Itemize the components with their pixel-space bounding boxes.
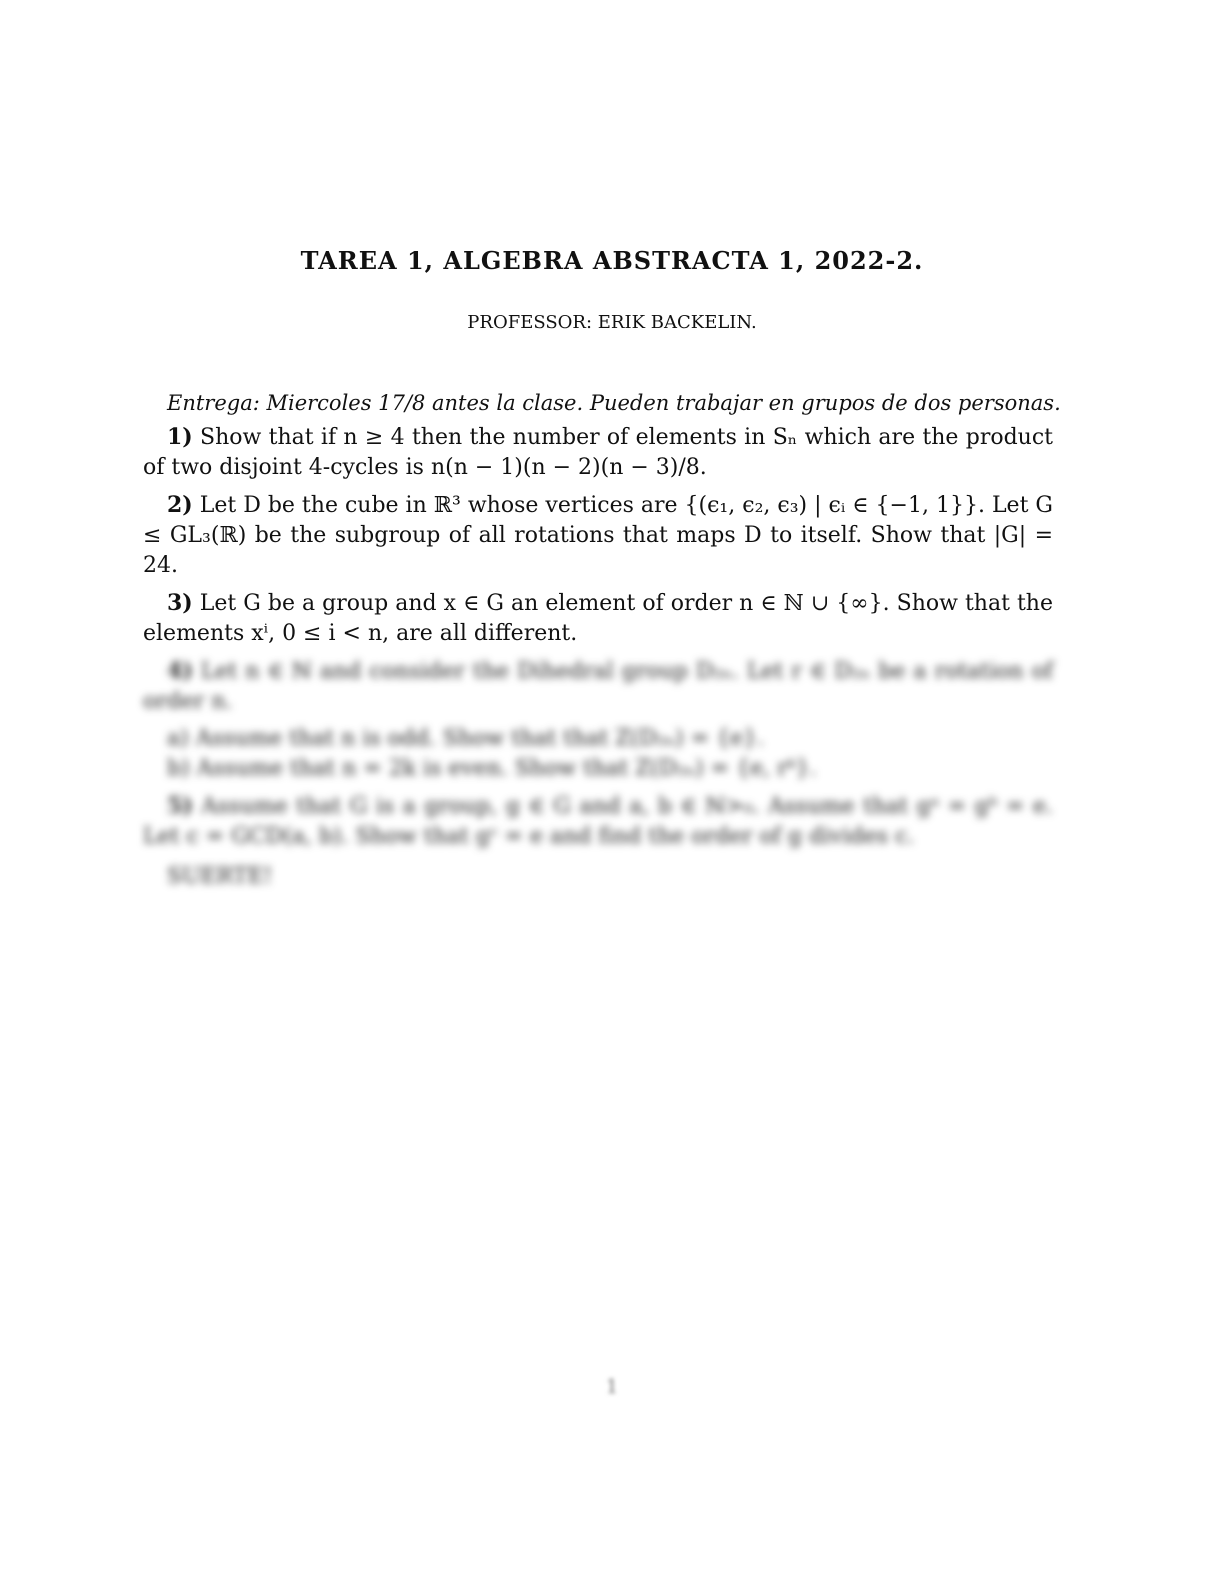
page-number: 1 — [605, 1374, 619, 1398]
subpart-a: a) Assume that n is odd. Show that that Z(D₂ₙ) = {e}. — [167, 726, 765, 751]
problem-text: Let n ∈ ℕ and consider the Dihedral group D₂ₙ. Let r ∈ D₂ₙ be a rotation of order n. — [143, 659, 1053, 714]
problem-number: 1) — [167, 424, 193, 450]
problem-text: Let G be a group and x ∈ G an element of order n ∈ ℕ ∪ {∞}. Show that the elements xⁱ, 0 ≤ i < n, are all different. — [143, 591, 1053, 646]
problem-5 — [143, 791, 1053, 852]
problem-text: Assume that G is a group, g ∈ G and a, b ∈ ℕ>₀. Assume that gᵃ = gᵇ = e. Let c = GCD(a, b). Show that gᶜ = e and find the order of g divides c. — [143, 794, 1053, 849]
problem-number: 5) — [167, 793, 193, 819]
problem-number: 4) — [167, 658, 193, 684]
subpart-b: b) Assume that n = 2k is even. Show that Z(D₂ₙ) = {e, rᵏ}. — [167, 756, 817, 781]
closing-note: SUERTE! — [167, 864, 273, 889]
document-title: TAREA 1, ALGEBRA ABSTRACTA 1, 2022-2. — [300, 246, 924, 275]
submission-note: Entrega: Miercoles 17/8 antes la clase. Pueden trabajar en grupos de dos personas. — [167, 391, 1061, 415]
problem-text: Show that if n ≥ 4 then the number of elements in Sₙ which are the product of two disjoint 4-cycles is n(n − 1)(n − 2)(n − 3)/8. — [143, 425, 1053, 480]
professor-line: PROFESSOR: ERIK BACKELIN. — [467, 312, 757, 333]
problem-3 — [143, 588, 1053, 649]
document-body — [143, 388, 1061, 899]
problem-number: 2) — [167, 492, 193, 518]
problem-text: Let D be the cube in ℝ³ whose vertices are {(ϵ₁, ϵ₂, ϵ₃) | ϵᵢ ∈ {−1, 1}}. Let G ≤ GL₃(ℝ) be the subgroup of all rotations that maps D to itself. Show that |G| = 24. — [143, 493, 1053, 578]
problem-2 — [143, 490, 1053, 581]
problem-4 — [143, 656, 1053, 717]
problem-number: 3) — [167, 590, 193, 616]
problem-1 — [143, 422, 1053, 483]
blurred-section — [143, 656, 1053, 892]
